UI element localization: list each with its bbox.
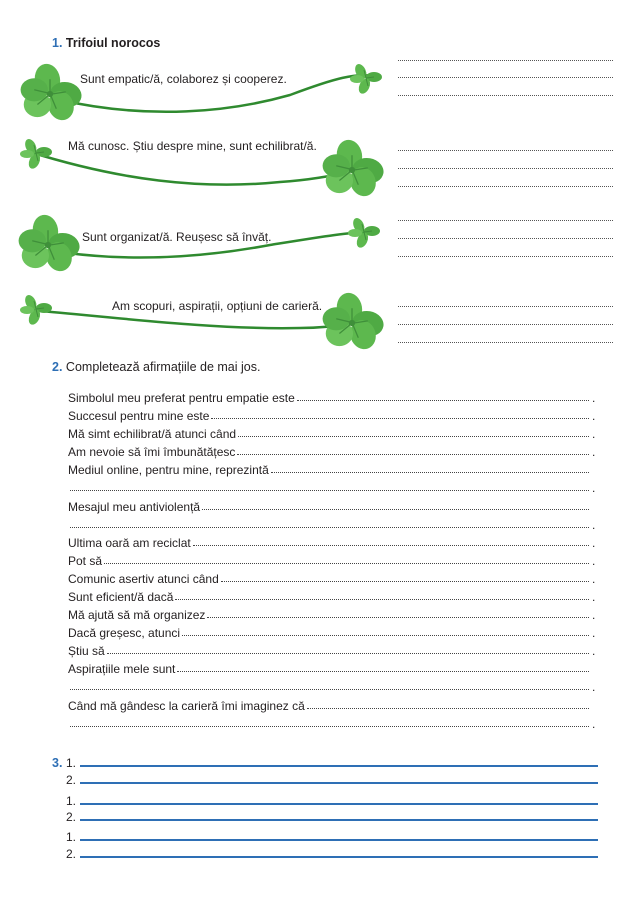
fill-in-row[interactable]: Pot să . xyxy=(68,554,596,568)
item-number: 1. xyxy=(66,830,77,844)
section-3-number: 3. xyxy=(52,756,63,770)
prompt-text: Când mă gândesc la carieră îmi imaginez că xyxy=(68,699,305,713)
answer-row[interactable] xyxy=(66,845,598,861)
item-number: 2. xyxy=(66,810,77,824)
fill-in-row[interactable]: Sunt eficient/ă dacă . xyxy=(68,590,596,604)
prompt-text: Mediul online, pentru mine, reprezintă xyxy=(68,463,269,477)
answer-line[interactable] xyxy=(398,220,613,221)
item-number: 1. xyxy=(66,756,77,770)
fill-in-row[interactable]: Succesul pentru mine este . xyxy=(68,409,596,423)
clover-statement-3: Sunt organizat/ă. Reușesc să învăț. xyxy=(82,230,272,244)
fill-in-row[interactable] xyxy=(68,660,598,676)
prompt-text: Dacă greșesc, atunci xyxy=(68,626,181,640)
section-1-heading xyxy=(52,36,160,50)
fill-in-row[interactable]: . xyxy=(68,715,598,731)
answer-line[interactable] xyxy=(398,168,613,169)
answer-line[interactable] xyxy=(398,238,613,239)
prompt-text: Sunt eficient/ă dacă xyxy=(68,590,174,604)
prompt-text: Știu să xyxy=(68,644,105,658)
item-number: 2. xyxy=(66,773,77,787)
answer-row[interactable] xyxy=(66,754,598,770)
item-number: 2. xyxy=(66,847,77,861)
prompt-text: Ultima oară am reciclat xyxy=(68,536,191,550)
section-2-title: Completează afirmațiile de mai jos. xyxy=(65,360,261,374)
prompt-text: Simbolul meu preferat pentru empatie este xyxy=(68,391,295,405)
fill-in-row[interactable]: . xyxy=(68,479,598,495)
clover-statement-1: Sunt empatic/ă, colaborez și cooperez. xyxy=(80,72,287,86)
answer-line[interactable] xyxy=(398,77,613,78)
prompt-text: Pot să xyxy=(68,554,103,568)
answer-row[interactable] xyxy=(66,771,598,787)
prompt-text: Mesajul meu antiviolență xyxy=(68,500,201,514)
answer-row[interactable] xyxy=(66,828,598,844)
answer-line[interactable] xyxy=(398,306,613,307)
prompt-text: Am nevoie să îmi îmbunătățesc xyxy=(68,445,236,459)
fill-in-row[interactable]: Dacă greșesc, atunci . xyxy=(68,626,596,640)
answer-line[interactable] xyxy=(398,150,613,151)
fill-in-row[interactable]: Știu să . xyxy=(68,644,596,658)
answer-line[interactable] xyxy=(398,186,613,187)
fill-in-row[interactable]: Ultima oară am reciclat . xyxy=(68,536,596,550)
prompt-text: Mă simt echilibrat/ă atunci când xyxy=(68,427,237,441)
answer-row[interactable] xyxy=(66,808,598,824)
answer-line[interactable] xyxy=(398,324,613,325)
section-1-number: 1. xyxy=(52,36,63,50)
answer-line[interactable] xyxy=(398,95,613,96)
answer-line[interactable] xyxy=(398,60,613,61)
section-2-heading xyxy=(52,360,260,374)
prompt-text: Comunic asertiv atunci când xyxy=(68,572,219,586)
fill-in-row[interactable]: . xyxy=(68,516,598,532)
fill-in-row[interactable]: . xyxy=(68,678,598,694)
prompt-text: Aspirațiile mele sunt xyxy=(68,662,176,676)
fill-in-row[interactable]: Am nevoie să îmi îmbunătățesc . xyxy=(68,445,596,459)
answer-line[interactable] xyxy=(398,256,613,257)
section-2-number: 2. xyxy=(52,360,63,374)
clover-statement-2: Mă cunosc. Știu despre mine, sunt echilibrat/ă. xyxy=(68,139,317,153)
answer-line[interactable] xyxy=(398,342,613,343)
fill-in-row[interactable]: Mă simt echilibrat/ă atunci când . xyxy=(68,427,596,441)
fill-in-row[interactable] xyxy=(68,461,598,477)
clover-statement-4: Am scopuri, aspirații, opțiuni de carieră. xyxy=(112,299,323,313)
prompt-text: Mă ajută să mă organizez xyxy=(68,608,206,622)
fill-in-row[interactable]: Mă ajută să mă organizez . xyxy=(68,608,596,622)
answer-row[interactable] xyxy=(66,792,598,808)
prompt-text: Succesul pentru mine este xyxy=(68,409,210,423)
fill-in-row[interactable]: Comunic asertiv atunci când . xyxy=(68,572,596,586)
fill-in-row[interactable] xyxy=(68,697,598,713)
fill-in-row[interactable] xyxy=(68,498,598,514)
section-1-title: Trifoiul norocos xyxy=(65,36,161,50)
item-number: 1. xyxy=(66,794,77,808)
fill-in-row[interactable]: Simbolul meu preferat pentru empatie este . xyxy=(68,391,596,405)
